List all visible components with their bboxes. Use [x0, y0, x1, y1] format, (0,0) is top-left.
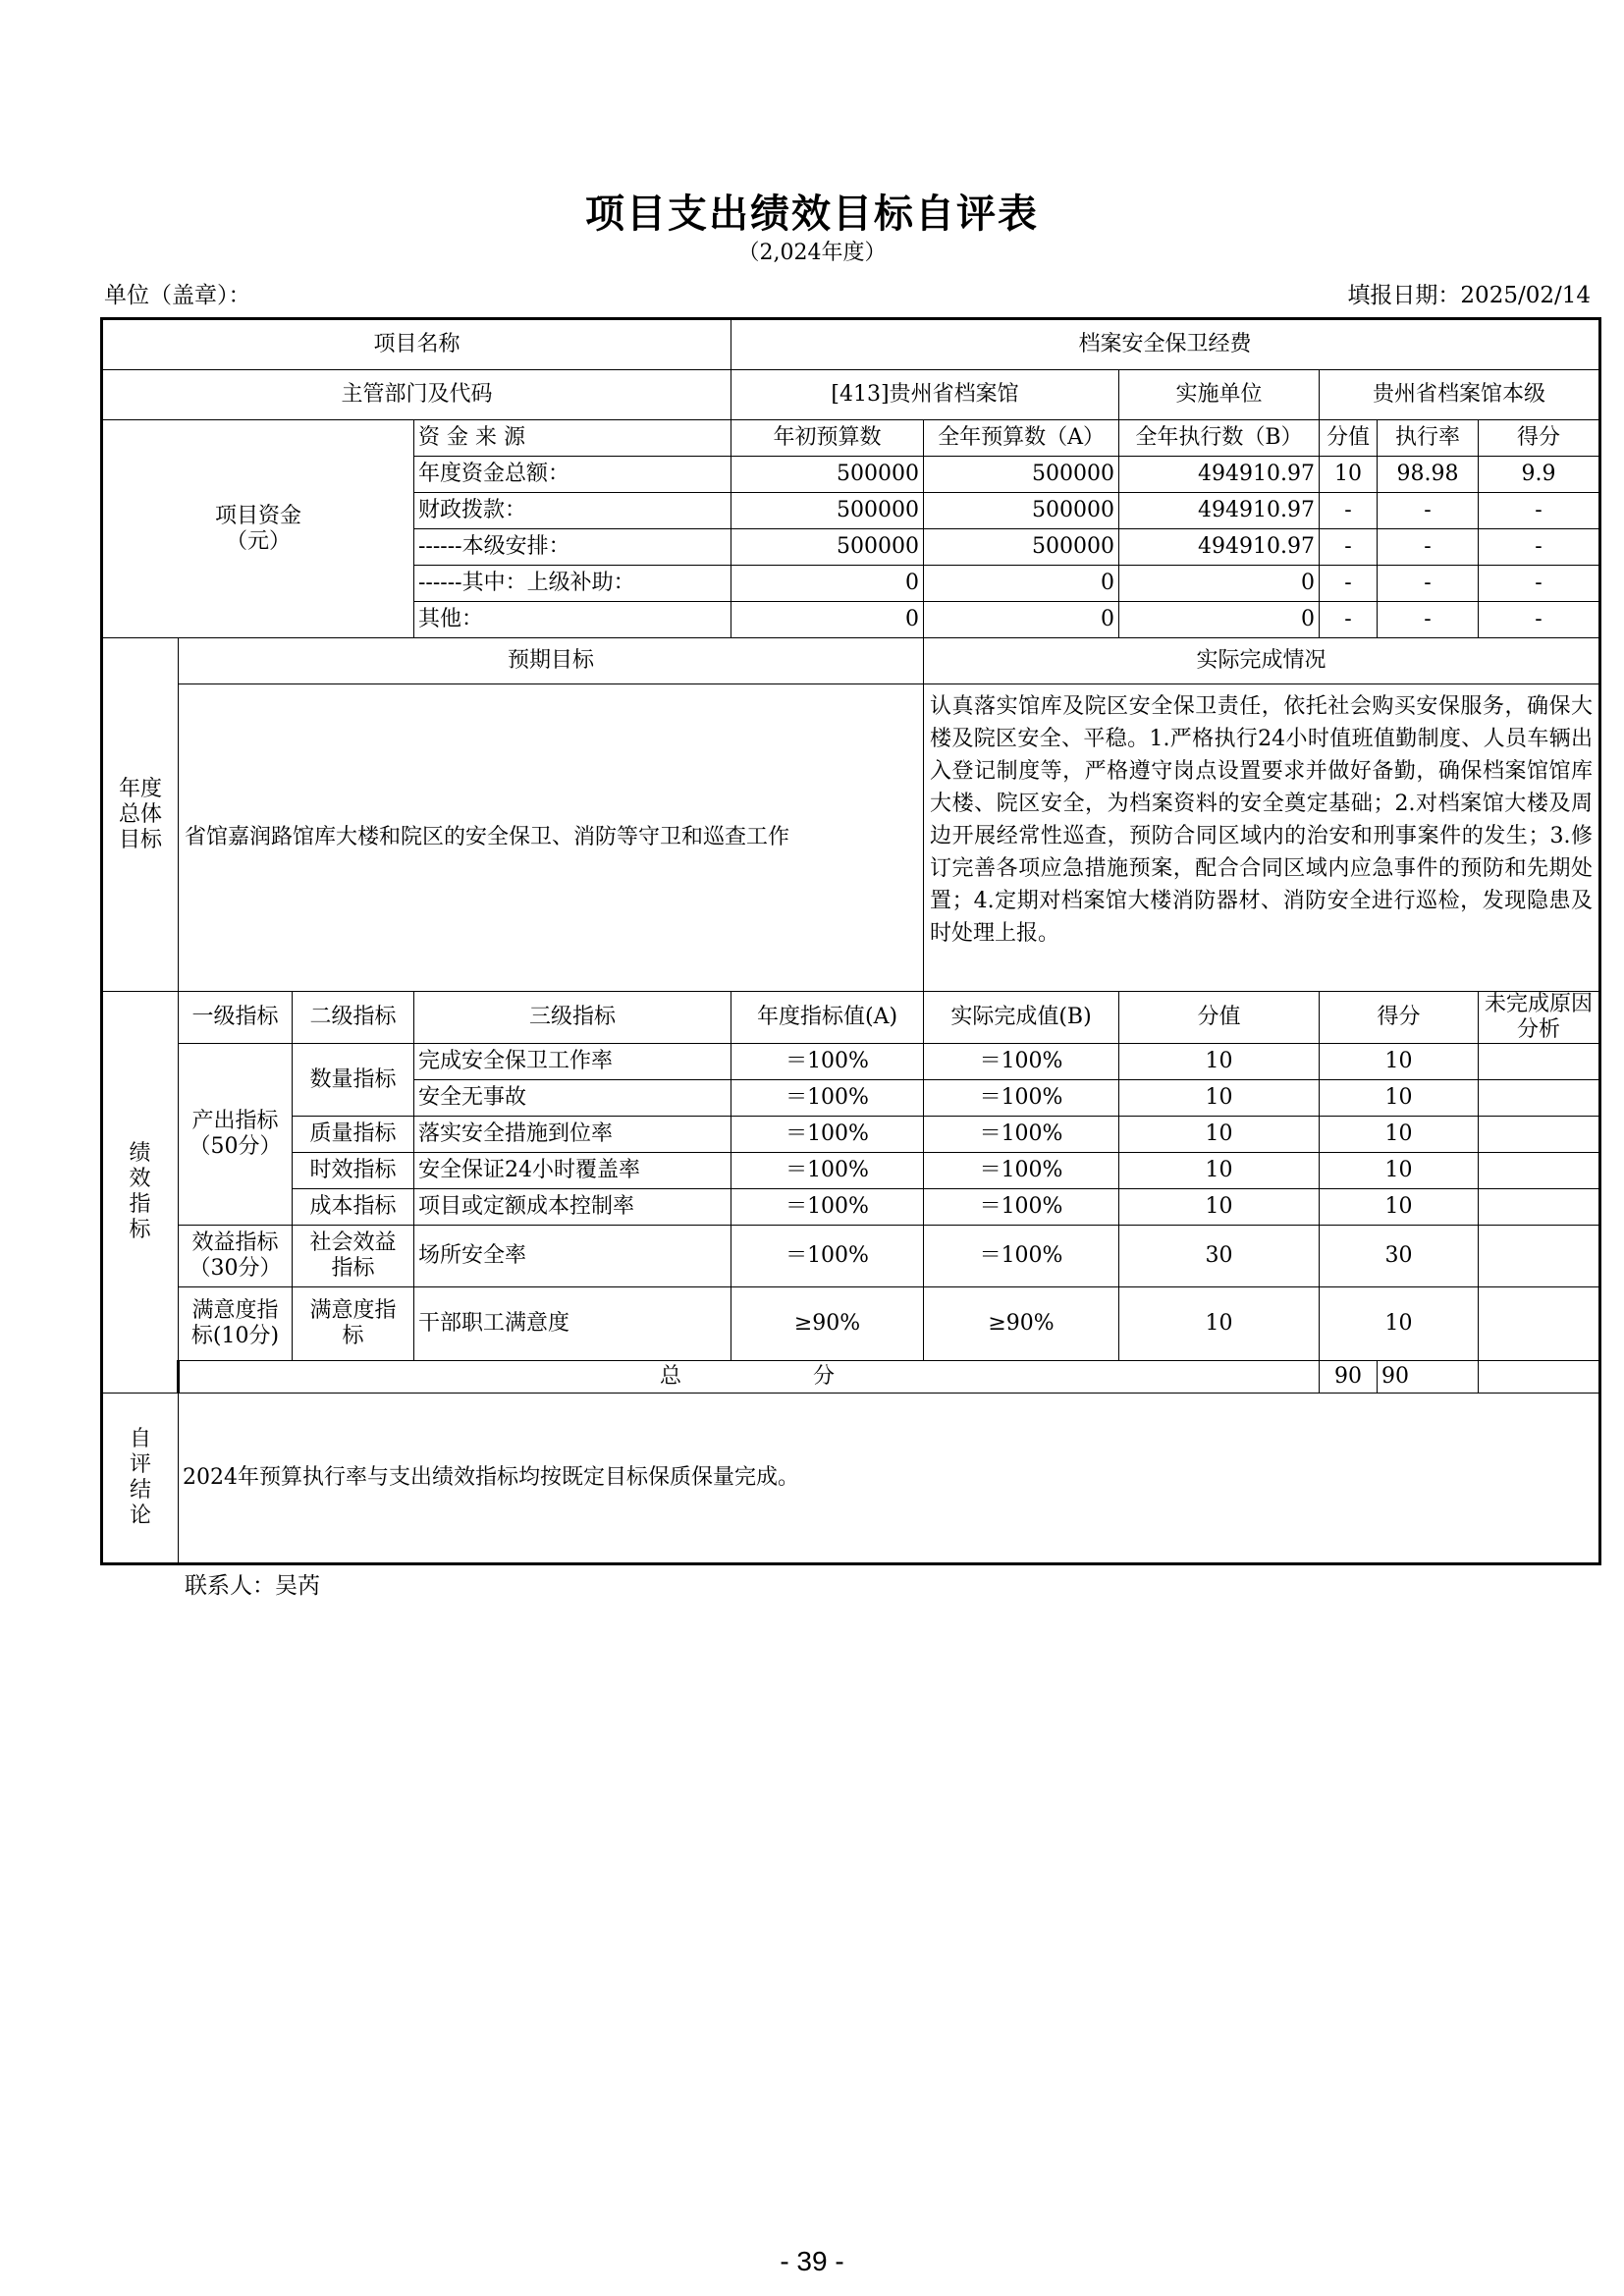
- reason-value: [1479, 1153, 1600, 1189]
- page-title: 项目支出绩效目标自评表: [585, 191, 1039, 237]
- indicator-row: [102, 1044, 1600, 1080]
- reason-value: [1479, 1044, 1600, 1080]
- points-value: 10: [1320, 1287, 1479, 1361]
- header-score: 分值: [1119, 992, 1320, 1044]
- conclusion-label-char: 论: [129, 1503, 151, 1528]
- impl-value: 贵州省档案馆本级: [1320, 370, 1600, 420]
- quantity-indicator-label: 数量指标: [293, 1044, 414, 1117]
- funds-executed: 0: [1119, 602, 1320, 638]
- benefit-level1-line2: （30分）: [189, 1256, 282, 1281]
- funds-executed: 494910.97: [1119, 529, 1320, 566]
- actual-completion-header: 实际完成情况: [924, 638, 1600, 684]
- target-value: ＝100%: [731, 1044, 924, 1080]
- indicator-header-row: [102, 992, 1600, 1044]
- dept-value: [413]贵州省档案馆: [731, 370, 1119, 420]
- header-points: 得分: [1320, 992, 1479, 1044]
- funds-rate: -: [1378, 493, 1479, 529]
- actual-value: ≥90%: [924, 1287, 1119, 1361]
- impl-label: 实施单位: [1119, 370, 1320, 420]
- benefit-level2-line2: 指标: [331, 1256, 375, 1281]
- reason-value: [1479, 1080, 1600, 1117]
- satisfaction-level2-line1: 满意度指: [309, 1298, 397, 1323]
- funds-annual: 500000: [924, 457, 1119, 493]
- funds-initial: 500000: [731, 457, 924, 493]
- funds-executed: 494910.97: [1119, 493, 1320, 529]
- indicators-label-char: 指: [129, 1192, 151, 1217]
- level2-indicator: 质量指标: [293, 1117, 414, 1153]
- goals-label-char: 年度: [118, 776, 162, 801]
- expected-goal-header: 预期目标: [179, 638, 924, 684]
- funds-executed: 0: [1119, 566, 1320, 602]
- target-value: ＝100%: [731, 1080, 924, 1117]
- reason-value: [1479, 1117, 1600, 1153]
- points-value: 10: [1320, 1189, 1479, 1226]
- header-target: 年度指标值(A): [731, 992, 924, 1044]
- funds-score: -: [1320, 529, 1378, 566]
- target-value: ＝100%: [731, 1189, 924, 1226]
- satisfaction-level1-line1: 满意度指: [191, 1298, 279, 1323]
- conclusion-row: [102, 1394, 1600, 1564]
- funds-section-label: [102, 420, 414, 638]
- funds-points: -: [1479, 493, 1600, 529]
- funds-header-source: 资 金 来 源: [414, 420, 731, 457]
- funds-score: -: [1320, 493, 1378, 529]
- conclusion-text: 2024年预算执行率与支出绩效指标均按既定目标保质保量完成。: [179, 1394, 1600, 1564]
- points-value: 10: [1320, 1044, 1479, 1080]
- report-date: 填报日期：2025/02/14: [1347, 283, 1591, 308]
- funds-header-annual: 全年预算数（A）: [924, 420, 1119, 457]
- indicators-label-char: 标: [129, 1218, 151, 1242]
- funds-annual: 0: [924, 602, 1119, 638]
- total-empty: [1479, 1361, 1600, 1394]
- output-label-line2: （50分）: [189, 1134, 282, 1159]
- benefit-level2-line1: 社会效益: [309, 1230, 397, 1255]
- actual-value: ＝100%: [924, 1153, 1119, 1189]
- funds-header-score: 分值: [1320, 420, 1378, 457]
- funds-points: -: [1479, 566, 1600, 602]
- funds-score: -: [1320, 602, 1378, 638]
- satisfaction-level1-line2: 标(10分): [190, 1324, 280, 1348]
- header-level1: 一级指标: [179, 992, 293, 1044]
- funds-header-initial: 年初预算数: [731, 420, 924, 457]
- goals-header-row: [102, 638, 1600, 684]
- score-value: 10: [1119, 1044, 1320, 1080]
- indicators-label-char: 绩: [129, 1141, 151, 1166]
- score-value: 10: [1119, 1117, 1320, 1153]
- page-subtitle: （2,024年度）: [737, 241, 887, 265]
- goals-content-row: [102, 684, 1600, 992]
- header-level3: 三级指标: [414, 992, 731, 1044]
- conclusion-label-char: 自: [129, 1427, 151, 1451]
- indicators-section-label: [102, 992, 179, 1394]
- total-row: [102, 1361, 1600, 1394]
- points-value: 30: [1320, 1226, 1479, 1287]
- points-value: 10: [1320, 1117, 1479, 1153]
- reason-value: [1479, 1189, 1600, 1226]
- funds-label-line1: 项目资金: [214, 503, 301, 528]
- funds-rate: 98.98: [1378, 457, 1479, 493]
- level2-indicator: 时效指标: [293, 1153, 414, 1189]
- funds-header-executed: 全年执行数（B）: [1119, 420, 1320, 457]
- indicator-row: [102, 1117, 1600, 1153]
- points-value: 10: [1320, 1080, 1479, 1117]
- score-value: 10: [1119, 1287, 1320, 1361]
- funds-source: 年度资金总额：: [414, 457, 731, 493]
- conclusion-label-char: 评: [129, 1452, 151, 1477]
- header-level2: 二级指标: [293, 992, 414, 1044]
- target-value: ≥90%: [731, 1287, 924, 1361]
- output-indicator-label: [179, 1044, 293, 1226]
- actual-completion-text: 认真落实馆库及院区安全保卫责任，依托社会购买安保服务，确保大楼及院区安全、平稳。1.严格执行24小时值班值勤制度、人员车辆出入登记制度等，严格遵守岗点设置要求并做好备勤，确保档案馆馆库大楼、院区安全，为档案资料的安全奠定基础；2.对档案馆大楼及周边开展经常性巡查，预防合同区域内的治安和刑事案件的发生；3.修订完善各项应急措施预案，配合合同区域内应急事件的预防和先期处置；4.定期对档案馆大楼消防器材、消防安全进行巡检，发现隐患及时处理上报。: [924, 684, 1600, 992]
- goals-section-label: [102, 638, 179, 992]
- satisfaction-level1: [179, 1287, 293, 1361]
- funds-source: 其他：: [414, 602, 731, 638]
- output-label-line1: 产出指标: [191, 1109, 279, 1133]
- reason-value: [1479, 1287, 1600, 1361]
- benefit-indicator-row: [102, 1226, 1600, 1287]
- project-name-row: [102, 319, 1600, 370]
- total-points: 90: [1378, 1361, 1479, 1394]
- funds-header-rate: 执行率: [1378, 420, 1479, 457]
- level3-indicator: 干部职工满意度: [414, 1287, 731, 1361]
- satisfaction-indicator-row: [102, 1287, 1600, 1361]
- funds-initial: 0: [731, 602, 924, 638]
- funds-source: 财政拨款：: [414, 493, 731, 529]
- project-name-value: 档案安全保卫经费: [731, 319, 1600, 370]
- score-value: 10: [1119, 1153, 1320, 1189]
- funds-score: -: [1320, 566, 1378, 602]
- benefit-level1: [179, 1226, 293, 1287]
- funds-points: -: [1479, 529, 1600, 566]
- score-value: 30: [1119, 1226, 1320, 1287]
- satisfaction-level2: [293, 1287, 414, 1361]
- project-name-label: 项目名称: [102, 319, 731, 370]
- level3-indicator: 安全无事故: [414, 1080, 731, 1117]
- conclusion-label: [102, 1394, 179, 1564]
- funds-header-row: [102, 420, 1600, 457]
- total-label: 总 分: [179, 1361, 1320, 1394]
- funds-label-line2: （元）: [225, 528, 291, 554]
- funds-points: 9.9: [1479, 457, 1600, 493]
- funds-rate: -: [1378, 602, 1479, 638]
- actual-value: ＝100%: [924, 1080, 1119, 1117]
- reason-value: [1479, 1226, 1600, 1287]
- contact-person: 联系人：吴芮: [185, 1573, 320, 1599]
- score-value: 10: [1119, 1080, 1320, 1117]
- evaluation-table: [100, 317, 1601, 1565]
- level3-indicator: 项目或定额成本控制率: [414, 1189, 731, 1226]
- target-value: ＝100%: [731, 1153, 924, 1189]
- level3-indicator: 落实安全措施到位率: [414, 1117, 731, 1153]
- indicator-row: [102, 1153, 1600, 1189]
- actual-value: ＝100%: [924, 1044, 1119, 1080]
- score-value: 10: [1119, 1189, 1320, 1226]
- benefit-level2: [293, 1226, 414, 1287]
- actual-value: ＝100%: [924, 1117, 1119, 1153]
- expected-goal-text: 省馆嘉润路馆库大楼和院区的安全保卫、消防等守卫和巡查工作: [179, 684, 924, 992]
- funds-executed: 494910.97: [1119, 457, 1320, 493]
- funds-rate: -: [1378, 566, 1479, 602]
- funds-rate: -: [1378, 529, 1479, 566]
- level2-indicator: 成本指标: [293, 1189, 414, 1226]
- unit-label: 单位（盖章）：: [104, 283, 251, 308]
- actual-value: ＝100%: [924, 1226, 1119, 1287]
- funds-points: -: [1479, 602, 1600, 638]
- header-reason: 未完成原因分析: [1479, 992, 1600, 1044]
- dept-label: 主管部门及代码: [102, 370, 731, 420]
- total-score: 90: [1320, 1361, 1378, 1394]
- funds-score: 10: [1320, 457, 1378, 493]
- funds-header-points: 得分: [1479, 420, 1600, 457]
- level3-indicator: 场所安全率: [414, 1226, 731, 1287]
- goals-label-char: 目标: [118, 827, 162, 852]
- satisfaction-level2-line2: 标: [342, 1324, 364, 1348]
- points-value: 10: [1320, 1153, 1479, 1189]
- benefit-level1-line1: 效益指标: [191, 1230, 279, 1255]
- funds-source: ------本级安排：: [414, 529, 731, 566]
- target-value: ＝100%: [731, 1117, 924, 1153]
- funds-annual: 500000: [924, 529, 1119, 566]
- funds-initial: 500000: [731, 493, 924, 529]
- funds-annual: 0: [924, 566, 1119, 602]
- indicator-row: [102, 1189, 1600, 1226]
- funds-initial: 0: [731, 566, 924, 602]
- header-actual: 实际完成值(B): [924, 992, 1119, 1044]
- level3-indicator: 完成安全保卫工作率: [414, 1044, 731, 1080]
- page-number: - 39 -: [780, 2246, 844, 2276]
- conclusion-label-char: 结: [129, 1478, 151, 1503]
- target-value: ＝100%: [731, 1226, 924, 1287]
- goals-label-char: 总体: [118, 801, 162, 827]
- funds-annual: 500000: [924, 493, 1119, 529]
- indicators-label-char: 效: [129, 1167, 151, 1191]
- funds-source: ------其中：上级补助：: [414, 566, 731, 602]
- actual-value: ＝100%: [924, 1189, 1119, 1226]
- level3-indicator: 安全保证24小时覆盖率: [414, 1153, 731, 1189]
- dept-row: [102, 370, 1600, 420]
- funds-initial: 500000: [731, 529, 924, 566]
